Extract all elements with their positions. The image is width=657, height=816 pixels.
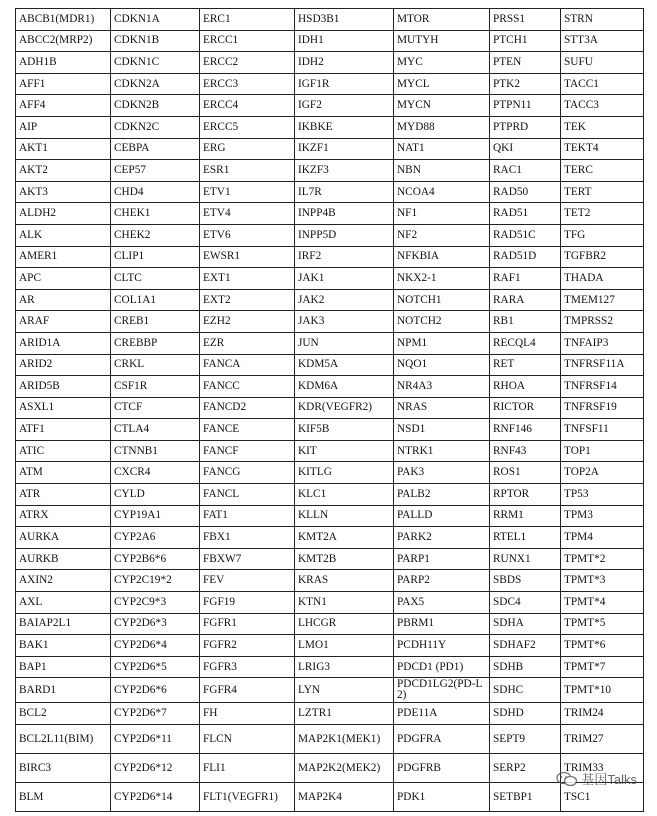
gene-cell: LZTR1 [295, 703, 394, 725]
table-row [16, 332, 644, 354]
gene-table-body [16, 9, 644, 812]
gene-cell: PDE11A [394, 703, 490, 725]
gene-cell: RAD51 [490, 203, 561, 225]
table-row [16, 462, 644, 484]
table-row [16, 440, 644, 462]
gene-cell: FH [200, 703, 295, 725]
gene-cell: SDHD [490, 703, 561, 725]
table-row [16, 613, 644, 635]
gene-cell: MAP2K4 [295, 783, 394, 812]
gene-cell: AKT2 [16, 160, 111, 182]
gene-cell: PBRM1 [394, 613, 490, 635]
table-row [16, 548, 644, 570]
gene-cell: BCL2L11(BIM) [16, 725, 111, 754]
table-row [16, 754, 644, 783]
table-row [16, 354, 644, 376]
gene-cell: CHEK2 [111, 224, 200, 246]
gene-cell: CTCF [111, 397, 200, 419]
gene-cell: NPM1 [394, 332, 490, 354]
table-row [16, 30, 644, 52]
gene-table [15, 8, 644, 812]
gene-cell: JUN [295, 332, 394, 354]
gene-cell: FLI1 [200, 754, 295, 783]
table-row [16, 592, 644, 614]
table-row [16, 224, 644, 246]
gene-cell: KMT2B [295, 548, 394, 570]
gene-cell: PDGFRB [394, 754, 490, 783]
gene-cell: ERG [200, 138, 295, 160]
gene-cell: FGFR4 [200, 678, 295, 703]
table-row [16, 73, 644, 95]
gene-cell: PARK2 [394, 527, 490, 549]
gene-cell: FANCD2 [200, 397, 295, 419]
table-row [16, 138, 644, 160]
gene-cell: ARID1A [16, 332, 111, 354]
gene-cell: SDHB [490, 656, 561, 678]
table-row [16, 268, 644, 290]
gene-cell: AXL [16, 592, 111, 614]
gene-cell: FANCF [200, 440, 295, 462]
gene-cell: EZH2 [200, 311, 295, 333]
gene-cell: APC [16, 268, 111, 290]
gene-cell: TPMT*6 [561, 635, 644, 657]
gene-cell: TERC [561, 160, 644, 182]
gene-cell: ATR [16, 484, 111, 506]
gene-cell: MYC [394, 52, 490, 74]
gene-cell: SUFU [561, 52, 644, 74]
gene-cell: CRKL [111, 354, 200, 376]
gene-cell: JAK3 [295, 311, 394, 333]
gene-cell: KRAS [295, 570, 394, 592]
gene-cell: MYD88 [394, 116, 490, 138]
gene-cell: NF2 [394, 224, 490, 246]
gene-cell: MTOR [394, 9, 490, 31]
gene-cell: CDKN1A [111, 9, 200, 31]
gene-cell: TPM3 [561, 505, 644, 527]
gene-cell: RAD51D [490, 246, 561, 268]
table-row [16, 505, 644, 527]
gene-cell: ARID5B [16, 376, 111, 398]
gene-cell: FGF19 [200, 592, 295, 614]
gene-cell: FANCC [200, 376, 295, 398]
gene-cell: AKT3 [16, 181, 111, 203]
table-row [16, 484, 644, 506]
gene-cell: AFF1 [16, 73, 111, 95]
gene-cell: PTK2 [490, 73, 561, 95]
gene-cell: CLTC [111, 268, 200, 290]
gene-cell: RICTOR [490, 397, 561, 419]
table-row [16, 52, 644, 74]
gene-cell: CYP2D6*5 [111, 656, 200, 678]
gene-cell: PDGFRA [394, 725, 490, 754]
gene-cell: FAT1 [200, 505, 295, 527]
table-row [16, 703, 644, 725]
gene-cell: FANCE [200, 419, 295, 441]
gene-cell: CTNNB1 [111, 440, 200, 462]
gene-cell: RNF146 [490, 419, 561, 441]
gene-cell: TEKT4 [561, 138, 644, 160]
table-row [16, 570, 644, 592]
gene-cell: FANCL [200, 484, 295, 506]
gene-cell: INPP5D [295, 224, 394, 246]
gene-cell: CYP2D6*12 [111, 754, 200, 783]
gene-cell: EZR [200, 332, 295, 354]
gene-cell: ARID2 [16, 354, 111, 376]
gene-cell: IGF1R [295, 73, 394, 95]
gene-cell: CREBBP [111, 332, 200, 354]
gene-cell: RECQL4 [490, 332, 561, 354]
gene-cell: AKT1 [16, 138, 111, 160]
gene-cell: IL7R [295, 181, 394, 203]
gene-cell: PRSS1 [490, 9, 561, 31]
gene-cell: MAP2K1(MEK1) [295, 725, 394, 754]
gene-cell: ROS1 [490, 462, 561, 484]
table-row [16, 783, 644, 812]
table-row [16, 160, 644, 182]
gene-cell: SETBP1 [490, 783, 561, 812]
gene-cell: IKZF1 [295, 138, 394, 160]
gene-cell: RAD51C [490, 224, 561, 246]
gene-cell: ASXL1 [16, 397, 111, 419]
gene-cell: KDM5A [295, 354, 394, 376]
gene-cell: KITLG [295, 462, 394, 484]
gene-cell: ESR1 [200, 160, 295, 182]
gene-cell: LMO1 [295, 635, 394, 657]
gene-cell: NF1 [394, 203, 490, 225]
gene-cell: TRIM33 [561, 754, 644, 783]
gene-cell: NTRK1 [394, 440, 490, 462]
gene-cell: TEK [561, 116, 644, 138]
gene-cell: KDR(VEGFR2) [295, 397, 394, 419]
gene-cell: TPMT*10 [561, 678, 644, 703]
gene-cell: THADA [561, 268, 644, 290]
table-row [16, 311, 644, 333]
gene-cell: TNFRSF14 [561, 376, 644, 398]
gene-cell: CYP2D6*4 [111, 635, 200, 657]
gene-cell: TNFAIP3 [561, 332, 644, 354]
gene-cell: MYCL [394, 73, 490, 95]
table-row [16, 635, 644, 657]
gene-cell: AXIN2 [16, 570, 111, 592]
gene-cell: KLC1 [295, 484, 394, 506]
gene-cell: AURKB [16, 548, 111, 570]
gene-cell: ATF1 [16, 419, 111, 441]
table-row [16, 289, 644, 311]
gene-cell: TNFRSF19 [561, 397, 644, 419]
gene-cell: NSD1 [394, 419, 490, 441]
gene-cell: TPMT*2 [561, 548, 644, 570]
gene-cell: STT3A [561, 30, 644, 52]
table-row [16, 656, 644, 678]
gene-cell: COL1A1 [111, 289, 200, 311]
gene-cell: ADH1B [16, 52, 111, 74]
gene-cell: TACC1 [561, 73, 644, 95]
gene-cell: ERCC2 [200, 52, 295, 74]
gene-cell: CYP2A6 [111, 527, 200, 549]
gene-cell: ERCC4 [200, 95, 295, 117]
gene-cell: NRAS [394, 397, 490, 419]
gene-cell: SDHA [490, 613, 561, 635]
gene-cell: IKZF3 [295, 160, 394, 182]
gene-cell: CYP2D6*6 [111, 678, 200, 703]
gene-cell: JAK2 [295, 289, 394, 311]
gene-cell: CYP2D6*14 [111, 783, 200, 812]
gene-cell: RRM1 [490, 505, 561, 527]
gene-cell: FBXW7 [200, 548, 295, 570]
gene-cell: KIF5B [295, 419, 394, 441]
gene-cell: ALK [16, 224, 111, 246]
gene-cell: KTN1 [295, 592, 394, 614]
gene-cell: TFG [561, 224, 644, 246]
gene-cell: IKBKE [295, 116, 394, 138]
gene-cell: PARP1 [394, 548, 490, 570]
watermark-text: 基因Talks [581, 772, 637, 787]
gene-cell: PDK1 [394, 783, 490, 812]
gene-cell: BIRC3 [16, 754, 111, 783]
gene-cell: CHEK1 [111, 203, 200, 225]
gene-cell: AURKA [16, 527, 111, 549]
table-row [16, 9, 644, 31]
gene-cell: IRF2 [295, 246, 394, 268]
gene-cell: RAD50 [490, 181, 561, 203]
gene-cell: PAK3 [394, 462, 490, 484]
gene-cell: JAK1 [295, 268, 394, 290]
gene-cell: FEV [200, 570, 295, 592]
gene-cell: PTEN [490, 52, 561, 74]
gene-cell: PTCH1 [490, 30, 561, 52]
gene-cell: BLM [16, 783, 111, 812]
gene-cell: MAP2K2(MEK2) [295, 754, 394, 783]
gene-cell: BCL2 [16, 703, 111, 725]
table-row [16, 203, 644, 225]
gene-cell: FANCA [200, 354, 295, 376]
gene-cell: IDH2 [295, 52, 394, 74]
gene-cell: TERT [561, 181, 644, 203]
gene-cell: HSD3B1 [295, 9, 394, 31]
gene-cell: FANCG [200, 462, 295, 484]
gene-cell: TPMT*3 [561, 570, 644, 592]
gene-cell: TPMT*5 [561, 613, 644, 635]
gene-cell: ATM [16, 462, 111, 484]
gene-cell: BAP1 [16, 656, 111, 678]
gene-cell: RAC1 [490, 160, 561, 182]
gene-cell: CLIP1 [111, 246, 200, 268]
gene-cell: RAF1 [490, 268, 561, 290]
table-row [16, 527, 644, 549]
gene-cell: RHOA [490, 376, 561, 398]
table-row [16, 725, 644, 754]
gene-cell: NBN [394, 160, 490, 182]
gene-cell: PTPRD [490, 116, 561, 138]
gene-cell: SEPT9 [490, 725, 561, 754]
gene-cell: PDCD1LG2(PD-L2) [394, 678, 490, 703]
table-row [16, 419, 644, 441]
gene-cell: TGFBR2 [561, 246, 644, 268]
gene-cell: TACC3 [561, 95, 644, 117]
gene-cell: CTLA4 [111, 419, 200, 441]
gene-cell: AR [16, 289, 111, 311]
gene-cell: EWSR1 [200, 246, 295, 268]
gene-cell: TPM4 [561, 527, 644, 549]
gene-cell: CYP2C19*2 [111, 570, 200, 592]
gene-cell: ATIC [16, 440, 111, 462]
gene-cell: NCOA4 [394, 181, 490, 203]
gene-cell: CREB1 [111, 311, 200, 333]
gene-cell: BARD1 [16, 678, 111, 703]
table-row [16, 678, 644, 703]
gene-cell: LHCGR [295, 613, 394, 635]
gene-cell: STRN [561, 9, 644, 31]
gene-cell: INPP4B [295, 203, 394, 225]
gene-cell: ARAF [16, 311, 111, 333]
gene-cell: ALDH2 [16, 203, 111, 225]
gene-cell: NOTCH2 [394, 311, 490, 333]
gene-cell: KLLN [295, 505, 394, 527]
gene-cell: LRIG3 [295, 656, 394, 678]
gene-cell: TRIM24 [561, 703, 644, 725]
gene-cell: FGFR3 [200, 656, 295, 678]
gene-cell: ERCC5 [200, 116, 295, 138]
gene-cell: RNF43 [490, 440, 561, 462]
gene-cell: TMPRSS2 [561, 311, 644, 333]
table-row [16, 376, 644, 398]
gene-cell: ETV4 [200, 203, 295, 225]
gene-cell: BAK1 [16, 635, 111, 657]
gene-cell: CYP19A1 [111, 505, 200, 527]
gene-cell: KDM6A [295, 376, 394, 398]
gene-cell: NAT1 [394, 138, 490, 160]
gene-cell: EXT2 [200, 289, 295, 311]
gene-cell: LYN [295, 678, 394, 703]
gene-cell: FLT1(VEGFR1) [200, 783, 295, 812]
gene-cell: RTEL1 [490, 527, 561, 549]
gene-cell: NOTCH1 [394, 289, 490, 311]
table-row [16, 397, 644, 419]
gene-cell: NFKBIA [394, 246, 490, 268]
gene-cell: PDCD1 (PD1) [394, 656, 490, 678]
gene-cell: QKI [490, 138, 561, 160]
gene-cell: ATRX [16, 505, 111, 527]
gene-cell: NQO1 [394, 354, 490, 376]
gene-cell: CYP2B6*6 [111, 548, 200, 570]
gene-cell: TET2 [561, 203, 644, 225]
gene-cell: PARP2 [394, 570, 490, 592]
table-row [16, 246, 644, 268]
gene-cell: TNFRSF11A [561, 354, 644, 376]
gene-cell: MYCN [394, 95, 490, 117]
gene-cell: TSC1 [561, 783, 644, 812]
gene-cell: CDKN1C [111, 52, 200, 74]
table-row [16, 116, 644, 138]
gene-cell: SDHC [490, 678, 561, 703]
gene-cell: TOP1 [561, 440, 644, 462]
gene-cell: CEP57 [111, 160, 200, 182]
gene-cell: RET [490, 354, 561, 376]
gene-cell: ERC1 [200, 9, 295, 31]
gene-cell: CYP2D6*3 [111, 613, 200, 635]
gene-cell: AFF4 [16, 95, 111, 117]
gene-cell: CSF1R [111, 376, 200, 398]
gene-cell: RB1 [490, 311, 561, 333]
table-row [16, 181, 644, 203]
gene-cell: CXCR4 [111, 462, 200, 484]
gene-cell: SBDS [490, 570, 561, 592]
gene-cell: RUNX1 [490, 548, 561, 570]
gene-cell: PCDH11Y [394, 635, 490, 657]
gene-cell: KIT [295, 440, 394, 462]
gene-cell: CYP2D6*11 [111, 725, 200, 754]
gene-cell: CDKN2C [111, 116, 200, 138]
gene-cell: SDC4 [490, 592, 561, 614]
gene-cell: ABCB1(MDR1) [16, 9, 111, 31]
gene-cell: CYP2D6*7 [111, 703, 200, 725]
gene-cell: TMEM127 [561, 289, 644, 311]
gene-cell: RARA [490, 289, 561, 311]
gene-cell: CYLD [111, 484, 200, 506]
table-row [16, 95, 644, 117]
gene-cell: CYP2C9*3 [111, 592, 200, 614]
gene-cell: PTPN11 [490, 95, 561, 117]
gene-cell: CHD4 [111, 181, 200, 203]
gene-cell: FGFR1 [200, 613, 295, 635]
gene-cell: SERP2 [490, 754, 561, 783]
gene-cell: NKX2-1 [394, 268, 490, 290]
gene-cell: KMT2A [295, 527, 394, 549]
gene-cell: SDHAF2 [490, 635, 561, 657]
gene-cell: TP53 [561, 484, 644, 506]
gene-cell: TPMT*7 [561, 656, 644, 678]
gene-cell: ERCC3 [200, 73, 295, 95]
gene-cell: BAIAP2L1 [16, 613, 111, 635]
gene-cell: IGF2 [295, 95, 394, 117]
gene-cell: ABCC2(MRP2) [16, 30, 111, 52]
gene-cell: FGFR2 [200, 635, 295, 657]
gene-cell: CDKN1B [111, 30, 200, 52]
gene-cell: CDKN2B [111, 95, 200, 117]
gene-cell: TPMT*4 [561, 592, 644, 614]
gene-cell: TOP2A [561, 462, 644, 484]
gene-cell: PALB2 [394, 484, 490, 506]
gene-cell: AIP [16, 116, 111, 138]
gene-cell: ETV6 [200, 224, 295, 246]
gene-cell: CDKN2A [111, 73, 200, 95]
gene-cell: RPTOR [490, 484, 561, 506]
gene-cell: IDH1 [295, 30, 394, 52]
gene-cell: TNFSF11 [561, 419, 644, 441]
gene-cell: TRIM27 [561, 725, 644, 754]
gene-cell: PAX5 [394, 592, 490, 614]
gene-cell: FBX1 [200, 527, 295, 549]
gene-cell: PALLD [394, 505, 490, 527]
gene-cell: ETV1 [200, 181, 295, 203]
gene-cell: CEBPA [111, 138, 200, 160]
gene-cell: EXT1 [200, 268, 295, 290]
gene-cell: NR4A3 [394, 376, 490, 398]
gene-cell: FLCN [200, 725, 295, 754]
gene-cell: MUTYH [394, 30, 490, 52]
gene-cell: ERCC1 [200, 30, 295, 52]
gene-cell: AMER1 [16, 246, 111, 268]
